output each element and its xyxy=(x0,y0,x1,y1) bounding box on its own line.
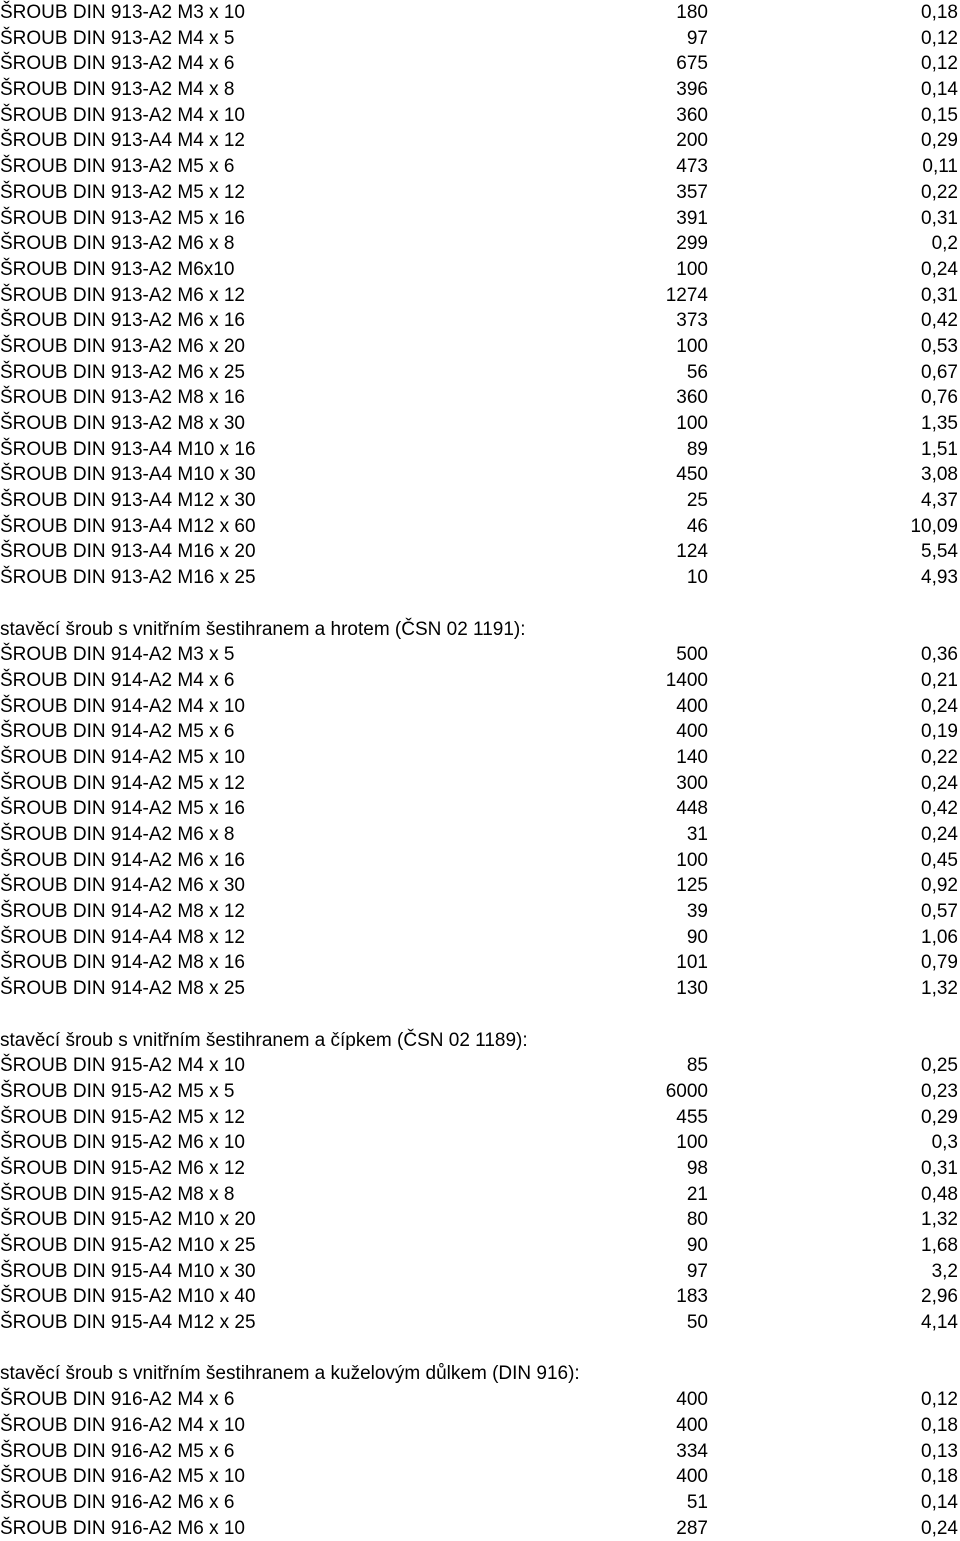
quantity: 180 xyxy=(676,2,708,23)
price: 1,32 xyxy=(921,978,958,1000)
table-row xyxy=(0,642,960,668)
price: 0,45 xyxy=(921,849,958,871)
product-name: ŠROUB DIN 913-A2 M6 x 12 xyxy=(0,284,245,306)
price: 0,19 xyxy=(921,721,958,743)
price: 0,67 xyxy=(921,361,958,383)
table-row xyxy=(0,1310,960,1336)
product-name: ŠROUB DIN 914-A2 M5 x 12 xyxy=(0,772,245,794)
price: 0,31 xyxy=(921,1157,958,1179)
table-row xyxy=(0,1053,960,1079)
quantity: 450 xyxy=(676,464,708,486)
table-row xyxy=(0,1156,960,1182)
product-name: ŠROUB DIN 916-A2 M6 x 6 xyxy=(0,1491,235,1513)
table-row xyxy=(0,925,960,951)
table-row xyxy=(0,796,960,822)
table-row xyxy=(0,488,960,514)
product-name: ŠROUB DIN 913-A2 M6x10 xyxy=(0,258,235,280)
quantity: 360 xyxy=(676,104,708,126)
table-row xyxy=(0,257,960,283)
product-name: ŠROUB DIN 915-A2 M10 x 40 xyxy=(0,1286,256,1308)
quantity: 300 xyxy=(676,772,708,794)
product-name: ŠROUB DIN 916-A2 M4 x 6 xyxy=(0,1389,235,1411)
quantity: 90 xyxy=(686,926,708,948)
price: 0,48 xyxy=(921,1183,958,1205)
product-name: ŠROUB DIN 915-A2 M8 x 8 xyxy=(0,1183,235,1205)
table-row xyxy=(0,154,960,180)
section-spacer xyxy=(0,1336,960,1362)
table-row xyxy=(0,308,960,334)
table-row xyxy=(0,1284,960,1310)
price: 0,12 xyxy=(921,1389,958,1411)
quantity: 455 xyxy=(676,1106,708,1128)
price: 0,24 xyxy=(921,772,958,794)
price: 0,2 xyxy=(931,233,958,255)
quantity: 100 xyxy=(676,1132,708,1154)
price: 4,14 xyxy=(921,1312,958,1334)
price: 5,54 xyxy=(921,541,958,563)
table-row xyxy=(0,1490,960,1516)
table-row xyxy=(0,514,960,540)
product-name: ŠROUB DIN 914-A2 M6 x 8 xyxy=(0,824,235,845)
table-row xyxy=(0,51,960,77)
product-name: ŠROUB DIN 914-A2 M8 x 16 xyxy=(0,952,245,974)
price: 1,51 xyxy=(921,438,958,460)
table-row xyxy=(0,1079,960,1105)
quantity: 101 xyxy=(676,952,708,974)
product-name: ŠROUB DIN 914-A2 M5 x 6 xyxy=(0,721,235,743)
quantity: 46 xyxy=(686,515,708,537)
product-name: ŠROUB DIN 915-A2 M6 x 12 xyxy=(0,1157,245,1179)
price: 0,18 xyxy=(921,1414,958,1436)
product-name: ŠROUB DIN 914-A2 M5 x 10 xyxy=(0,746,245,768)
quantity: 90 xyxy=(686,1235,708,1256)
product-name: ŠROUB DIN 913-A4 M12 x 30 xyxy=(0,490,256,512)
table-row xyxy=(0,411,960,437)
table-row xyxy=(0,822,960,848)
quantity: 21 xyxy=(686,1183,708,1205)
product-name: ŠROUB DIN 914-A2 M4 x 6 xyxy=(0,669,235,691)
product-name: ŠROUB DIN 913-A2 M4 x 6 xyxy=(0,53,235,75)
product-name: ŠROUB DIN 914-A4 M8 x 12 xyxy=(0,926,245,948)
table-row xyxy=(0,128,960,154)
table-row xyxy=(0,539,960,565)
quantity: 25 xyxy=(686,490,708,512)
price: 0,22 xyxy=(921,181,958,203)
quantity: 183 xyxy=(676,1286,708,1308)
section-spacer xyxy=(0,591,960,617)
table-row xyxy=(0,873,960,899)
product-name: ŠROUB DIN 913-A2 M8 x 16 xyxy=(0,387,245,409)
price: 0,24 xyxy=(921,1517,958,1539)
quantity: 1274 xyxy=(665,284,708,306)
product-name: ŠROUB DIN 914-A2 M6 x 16 xyxy=(0,849,245,871)
quantity: 448 xyxy=(676,798,708,820)
quantity: 100 xyxy=(676,258,708,280)
quantity: 400 xyxy=(676,1414,708,1436)
product-name: ŠROUB DIN 913-A4 M16 x 20 xyxy=(0,541,256,563)
product-name: ŠROUB DIN 913-A2 M6 x 20 xyxy=(0,335,245,357)
price: 0,22 xyxy=(921,746,958,768)
price: 0,11 xyxy=(922,156,958,178)
table-row xyxy=(0,1182,960,1208)
price: 0,15 xyxy=(921,104,958,126)
product-name: ŠROUB DIN 913-A4 M4 x 12 xyxy=(0,130,245,152)
price: 0,24 xyxy=(921,695,958,717)
section-heading: stavěcí šroub s vnitřním šestihranem a kuželovým důlkem (DIN 916): xyxy=(0,1363,580,1385)
price: 0,12 xyxy=(921,53,958,75)
section-heading: stavěcí šroub s vnitřním šestihranem a hrotem (ČSN 02 1191): xyxy=(0,618,526,640)
price: 0,42 xyxy=(921,310,958,332)
quantity: 51 xyxy=(686,1491,708,1513)
price: 0,42 xyxy=(921,798,958,820)
product-name: ŠROUB DIN 915-A2 M10 x 20 xyxy=(0,1209,256,1231)
product-name: ŠROUB DIN 913-A2 M6 x 16 xyxy=(0,310,245,332)
price: 10,09 xyxy=(910,515,958,537)
product-name: ŠROUB DIN 914-A2 M8 x 25 xyxy=(0,978,245,1000)
table-row xyxy=(0,360,960,386)
price: 0,18 xyxy=(921,2,958,23)
price: 0,79 xyxy=(921,952,958,974)
quantity: 1400 xyxy=(665,669,708,691)
price: 0,53 xyxy=(921,335,958,357)
quantity: 373 xyxy=(676,310,708,332)
product-name: ŠROUB DIN 914-A2 M5 x 16 xyxy=(0,798,245,820)
quantity: 391 xyxy=(676,207,708,229)
price: 3,08 xyxy=(921,464,958,486)
quantity: 100 xyxy=(676,849,708,871)
quantity: 31 xyxy=(686,824,708,845)
quantity: 39 xyxy=(686,901,708,923)
table-row xyxy=(0,668,960,694)
product-name: ŠROUB DIN 913-A4 M10 x 16 xyxy=(0,438,256,460)
table-row xyxy=(0,899,960,925)
quantity: 85 xyxy=(686,1055,708,1077)
table-row xyxy=(0,1259,960,1285)
quantity: 56 xyxy=(686,361,708,383)
table-row xyxy=(0,180,960,206)
section-spacer xyxy=(0,1002,960,1028)
product-name: ŠROUB DIN 914-A2 M3 x 5 xyxy=(0,644,235,666)
table-row xyxy=(0,103,960,129)
quantity: 10 xyxy=(686,567,708,589)
product-name: ŠROUB DIN 913-A4 M10 x 30 xyxy=(0,464,256,486)
table-row xyxy=(0,437,960,463)
table-row xyxy=(0,976,960,1002)
quantity: 80 xyxy=(686,1209,708,1231)
table-row xyxy=(0,1207,960,1233)
price: 0,57 xyxy=(921,901,958,923)
price: 1,68 xyxy=(921,1235,958,1256)
table-row xyxy=(0,771,960,797)
quantity: 500 xyxy=(676,644,708,666)
price: 0,29 xyxy=(921,130,958,152)
table-row xyxy=(0,1387,960,1413)
quantity: 400 xyxy=(676,1466,708,1488)
price: 0,24 xyxy=(921,824,958,845)
quantity: 98 xyxy=(686,1157,708,1179)
table-row xyxy=(0,1105,960,1131)
quantity: 124 xyxy=(676,541,708,563)
quantity: 125 xyxy=(676,875,708,897)
price: 0,18 xyxy=(921,1466,958,1488)
price: 0,12 xyxy=(921,27,958,49)
table-row xyxy=(0,1233,960,1259)
product-name: ŠROUB DIN 913-A2 M16 x 25 xyxy=(0,567,256,589)
quantity: 287 xyxy=(676,1517,708,1539)
price: 0,13 xyxy=(921,1440,958,1462)
price: 0,76 xyxy=(921,387,958,409)
price: 0,24 xyxy=(921,258,958,280)
table-row xyxy=(0,848,960,874)
product-name: ŠROUB DIN 913-A2 M4 x 10 xyxy=(0,104,245,126)
table-row xyxy=(0,462,960,488)
quantity: 400 xyxy=(676,721,708,743)
price: 0,31 xyxy=(921,207,958,229)
quantity: 89 xyxy=(686,438,708,460)
product-name: ŠROUB DIN 914-A2 M4 x 10 xyxy=(0,695,245,717)
price: 0,23 xyxy=(921,1080,958,1102)
quantity: 97 xyxy=(686,1260,708,1282)
table-row xyxy=(0,565,960,591)
product-name: ŠROUB DIN 913-A2 M5 x 12 xyxy=(0,181,245,203)
section-heading: stavěcí šroub s vnitřním šestihranem a čípkem (ČSN 02 1189): xyxy=(0,1029,528,1051)
product-name: ŠROUB DIN 913-A2 M3 x 10 xyxy=(0,2,245,23)
quantity: 473 xyxy=(676,156,708,178)
product-name: ŠROUB DIN 915-A4 M10 x 30 xyxy=(0,1260,256,1282)
product-name: ŠROUB DIN 913-A2 M8 x 30 xyxy=(0,413,245,434)
product-name: ŠROUB DIN 916-A2 M5 x 10 xyxy=(0,1466,245,1488)
price: 1,35 xyxy=(921,413,958,434)
product-name: ŠROUB DIN 915-A2 M4 x 10 xyxy=(0,1055,245,1077)
price: 0,14 xyxy=(921,1491,958,1513)
table-row xyxy=(0,26,960,52)
quantity: 400 xyxy=(676,1389,708,1411)
price: 0,14 xyxy=(921,79,958,101)
quantity: 675 xyxy=(676,53,708,75)
table-row xyxy=(0,719,960,745)
product-name: ŠROUB DIN 915-A2 M5 x 12 xyxy=(0,1106,245,1128)
quantity: 6000 xyxy=(665,1080,708,1102)
quantity: 130 xyxy=(676,978,708,1000)
product-name: ŠROUB DIN 913-A2 M5 x 6 xyxy=(0,156,235,178)
quantity: 97 xyxy=(686,27,708,49)
quantity: 50 xyxy=(686,1312,708,1334)
quantity: 360 xyxy=(676,387,708,409)
product-name: ŠROUB DIN 916-A2 M5 x 6 xyxy=(0,1440,235,1462)
table-row xyxy=(0,231,960,257)
quantity: 299 xyxy=(676,233,708,255)
price: 0,3 xyxy=(931,1132,958,1154)
product-name: ŠROUB DIN 913-A4 M12 x 60 xyxy=(0,515,256,537)
product-name: ŠROUB DIN 915-A2 M6 x 10 xyxy=(0,1132,245,1154)
table-row xyxy=(0,206,960,232)
product-name: ŠROUB DIN 913-A2 M6 x 8 xyxy=(0,233,235,255)
quantity: 396 xyxy=(676,79,708,101)
price: 2,96 xyxy=(921,1286,958,1308)
product-name: ŠROUB DIN 916-A2 M6 x 10 xyxy=(0,1517,245,1539)
table-row xyxy=(0,0,960,26)
table-row xyxy=(0,694,960,720)
quantity: 100 xyxy=(676,335,708,357)
table-row xyxy=(0,1130,960,1156)
product-name: ŠROUB DIN 914-A2 M8 x 12 xyxy=(0,901,245,923)
price: 4,37 xyxy=(921,490,958,512)
table-row xyxy=(0,1464,960,1490)
quantity: 100 xyxy=(676,413,708,434)
table-row xyxy=(0,1516,960,1541)
product-name: ŠROUB DIN 913-A2 M4 x 5 xyxy=(0,27,235,49)
price: 4,93 xyxy=(921,567,958,589)
product-name: ŠROUB DIN 916-A2 M4 x 10 xyxy=(0,1414,245,1436)
price: 0,92 xyxy=(921,875,958,897)
quantity: 400 xyxy=(676,695,708,717)
table-row xyxy=(0,283,960,309)
product-name: ŠROUB DIN 913-A2 M4 x 8 xyxy=(0,79,235,101)
price: 1,32 xyxy=(921,1209,958,1231)
product-name: ŠROUB DIN 915-A2 M10 x 25 xyxy=(0,1235,256,1256)
table-row xyxy=(0,950,960,976)
table-row xyxy=(0,1439,960,1465)
table-row xyxy=(0,385,960,411)
quantity: 357 xyxy=(676,181,708,203)
price: 0,36 xyxy=(921,644,958,666)
quantity: 140 xyxy=(676,746,708,768)
price: 1,06 xyxy=(921,926,958,948)
price: 0,25 xyxy=(921,1055,958,1077)
product-name: ŠROUB DIN 915-A2 M5 x 5 xyxy=(0,1080,235,1102)
table-row xyxy=(0,745,960,771)
price: 0,21 xyxy=(921,669,958,691)
table-row xyxy=(0,334,960,360)
product-name: ŠROUB DIN 913-A2 M5 x 16 xyxy=(0,207,245,229)
product-name: ŠROUB DIN 913-A2 M6 x 25 xyxy=(0,361,245,383)
product-name: ŠROUB DIN 914-A2 M6 x 30 xyxy=(0,875,245,897)
quantity: 200 xyxy=(676,130,708,152)
price: 3,2 xyxy=(931,1260,958,1282)
table-row xyxy=(0,1413,960,1439)
product-name: ŠROUB DIN 915-A4 M12 x 25 xyxy=(0,1312,256,1334)
table-row xyxy=(0,77,960,103)
price: 0,29 xyxy=(921,1106,958,1128)
price: 0,31 xyxy=(921,284,958,306)
quantity: 334 xyxy=(676,1440,708,1462)
